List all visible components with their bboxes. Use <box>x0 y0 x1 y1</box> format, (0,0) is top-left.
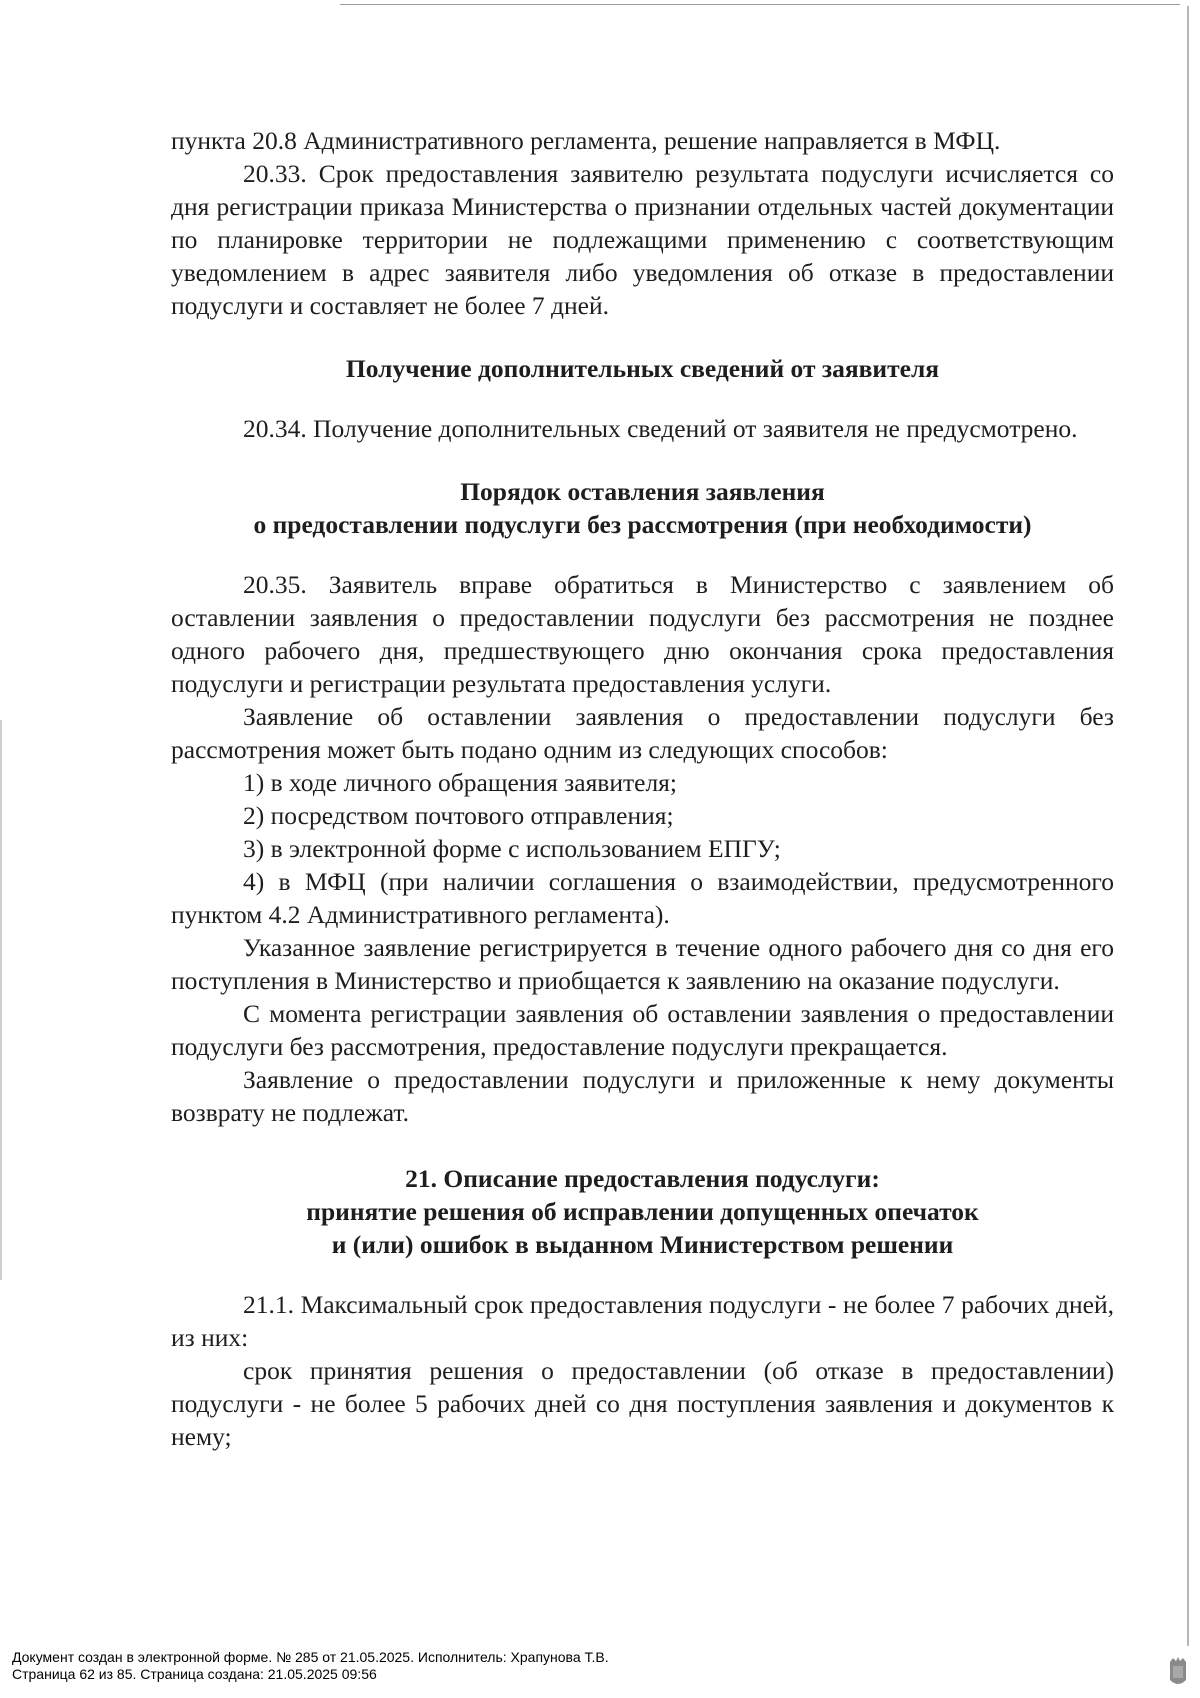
paragraph-20-33: 20.33. Срок предоставления заявителю результата подуслуги исчисляется со дня регистрации приказа Министерства о признании отдельных частей документации по планировке территории не подлежащими применению с соответствующим уведомлением в адрес заявителя либо уведомления об отказе в предоставлении подуслуги и составляет не более 7 дней. <box>171 159 1114 320</box>
paragraph-continuation: пункта 20.8 Административного регламента, решение направляется в МФЦ. <box>171 126 1001 155</box>
paragraph-registration: Указанное заявление регистрируется в течение одного рабочего дня со дня его поступления в Министерство и приобщается к заявлению на оказание подуслуги. <box>171 933 1114 995</box>
emblem-icon <box>1168 1654 1188 1688</box>
heading-procedure-line-2: о предоставлении подуслуги без рассмотрения (при необходимости) <box>253 510 1032 539</box>
paragraph-21-1: 21.1. Максимальный срок предоставления подуслуги - не более 7 рабочих дней, из них: <box>171 1290 1114 1352</box>
list-item-method-2: 2) посредством почтового отправления; <box>243 801 674 830</box>
paragraph-no-return: Заявление о предоставлении подуслуги и приложенные к нему документы возврату не подлежат. <box>171 1065 1114 1127</box>
document-body <box>171 124 1114 1453</box>
paragraph-20-35: 20.35. Заявитель вправе обратиться в Министерство с заявлением об оставлении заявления о предоставлении подуслуги без рассмотрения не позднее одного рабочего дня, предшествующего дню окончания срока предоставления подуслуги и регистрации результата предоставления услуги. <box>171 570 1114 698</box>
list-item-method-1: 1) в ходе личного обращения заявителя; <box>243 768 677 797</box>
scan-edge-top <box>340 4 1180 5</box>
footer-line-page: Страница 62 из 85. Страница создана: 21.05.2025 09:56 <box>12 1666 377 1682</box>
heading-procedure <box>171 475 1114 541</box>
list-item-method-4: 4) в МФЦ (при наличии соглашения о взаимодействии, предусмотренного пунктом 4.2 Административного регламента). <box>171 867 1114 929</box>
heading-section-21-line-1: 21. Описание предоставления подуслуги: <box>405 1164 880 1193</box>
document-footer <box>12 1649 1112 1683</box>
heading-section-21 <box>171 1162 1114 1261</box>
heading-section-21-line-3: и (или) ошибок в выданном Министерством решении <box>331 1230 954 1259</box>
footer-line-document: Документ создан в электронной форме. № 285 от 21.05.2025. Исполнитель: Храпунова Т.В. <box>12 1649 609 1665</box>
list-item-method-3: 3) в электронной форме с использованием ЕПГУ; <box>243 834 781 863</box>
paragraph-20-34: 20.34. Получение дополнительных сведений от заявителя не предусмотрено. <box>243 414 1078 443</box>
paragraph-methods-intro: Заявление об оставлении заявления о предоставлении подуслуги без рассмотрения может быть подано одним из следующих способов: <box>171 702 1114 764</box>
paragraph-termination: С момента регистрации заявления об оставлении заявления о предоставлении подуслуги без рассмотрения, предоставление подуслуги прекращается. <box>171 999 1114 1061</box>
heading-additional-info: Получение дополнительных сведений от заявителя <box>345 354 940 383</box>
paragraph-decision-term: срок принятия решения о предоставлении (об отказе в предоставлении) подуслуги - не более 5 рабочих дней со дня поступления заявления и документов к нему; <box>171 1356 1114 1451</box>
heading-procedure-line-1: Порядок оставления заявления <box>460 477 825 506</box>
scan-edge-left <box>0 720 2 1280</box>
heading-section-21-line-2: принятие решения об исправлении допущенных опечаток <box>306 1197 979 1226</box>
scan-edge-right <box>1187 6 1189 1646</box>
